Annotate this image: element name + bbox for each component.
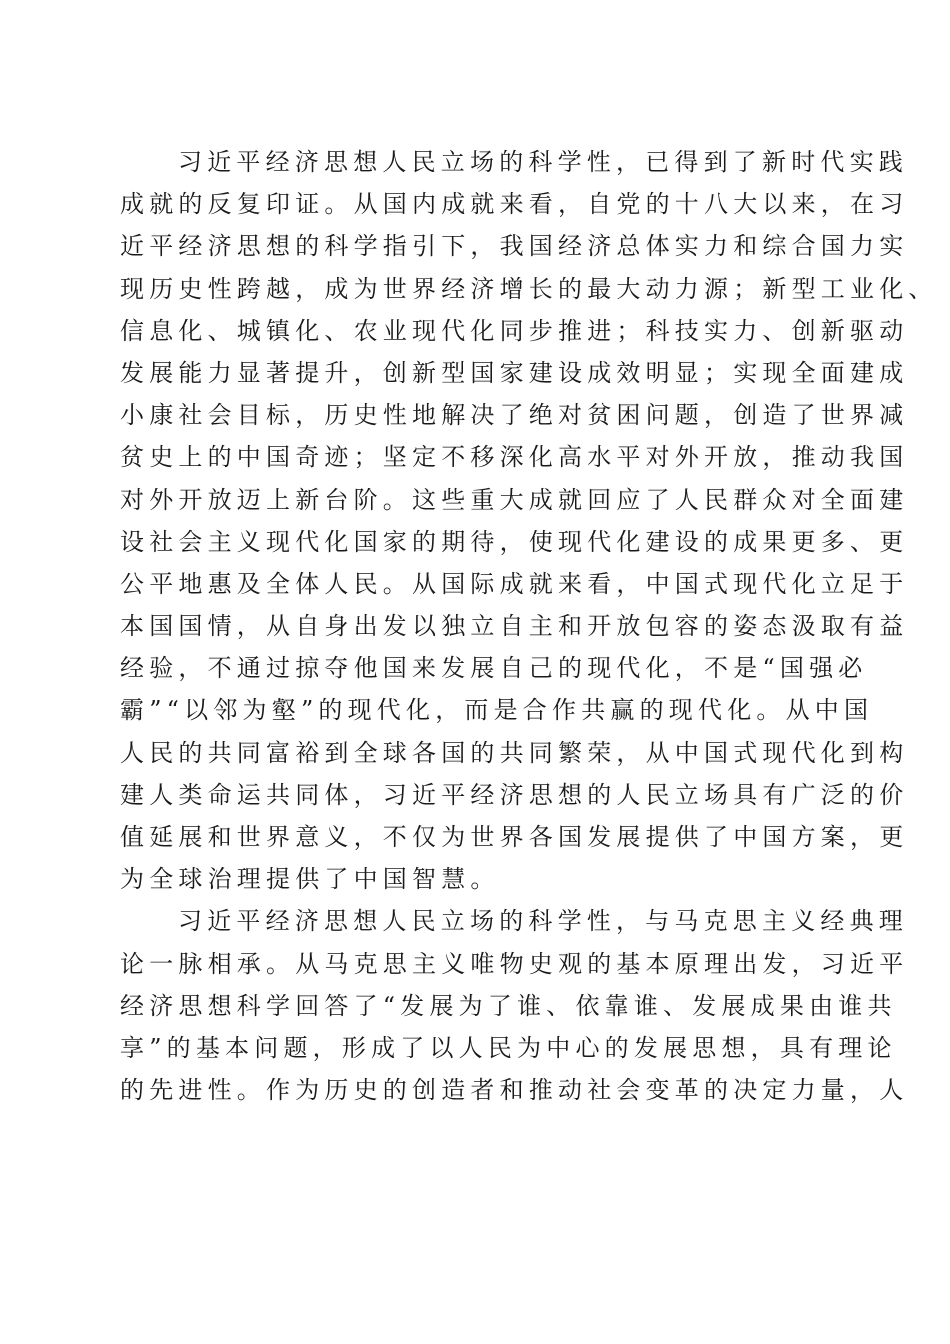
text-line: 信息化、城镇化、农业现代化同步推进；科技实力、创新驱动 xyxy=(120,316,909,345)
text-line: 人民的共同富裕到全球各国的共同繁荣，从中国式现代化到构 xyxy=(120,738,909,767)
text-line: 成就的反复印证。从国内成就来看，自党的十八大以来，在习 xyxy=(120,190,909,219)
body-text xyxy=(120,141,938,1111)
text-line: 近平经济思想的科学指引下，我国经济总体实力和综合国力实 xyxy=(120,232,909,261)
paragraph-1 xyxy=(120,141,938,900)
text-line: 对外开放迈上新台阶。这些重大成就回应了人民群众对全面建 xyxy=(120,485,909,514)
paragraph-2 xyxy=(120,900,909,1111)
text-line: 贫史上的中国奇迹；坚定不移深化高水平对外开放，推动我国 xyxy=(120,443,909,472)
text-line: 建人类命运共同体，习近平经济思想的人民立场具有广泛的价 xyxy=(120,780,909,809)
text-line: 习近平经济思想人民立场的科学性，已得到了新时代实践 xyxy=(178,148,908,176)
text-line: 为全球治理提供了中国智慧。 xyxy=(120,865,500,894)
text-line: 值延展和世界意义，不仅为世界各国发展提供了中国方案，更 xyxy=(120,823,909,851)
text-line: 经验，不通过掠夺他国来发展自己的现代化，不是“国强必 xyxy=(120,654,868,683)
text-line: 霸”“以邻为壑”的现代化，而是合作共赢的现代化。从中国 xyxy=(120,696,874,725)
text-line: 发展能力显著提升，创新型国家建设成效明显；实现全面建成 xyxy=(120,358,909,387)
text-line: 本国国情，从自身出发以独立自主和开放包容的姿态汲取有益 xyxy=(120,612,909,641)
text-line: 的先进性。作为历史的创造者和推动社会变革的决定力量，人 xyxy=(120,1076,909,1105)
text-line: 习近平经济思想人民立场的科学性，与马克思主义经典理 xyxy=(178,907,908,936)
text-line: 设社会主义现代化国家的期待，使现代化建设的成果更多、更 xyxy=(120,527,909,556)
text-line: 享”的基本问题，形成了以人民为中心的发展思想，具有理论 xyxy=(120,1033,897,1062)
text-line: 公平地惠及全体人民。从国际成就来看，中国式现代化立足于 xyxy=(120,569,909,598)
text-line: 论一脉相承。从马克思主义唯物史观的基本原理出发，习近平 xyxy=(120,949,909,978)
text-line: 现历史性跨越，成为世界经济增长的最大动力源；新型工业化、 xyxy=(120,274,938,303)
text-line: 小康社会目标，历史性地解决了绝对贫困问题，创造了世界减 xyxy=(120,401,909,430)
text-line: 经济思想科学回答了“发展为了谁、依靠谁、发展成果由谁共 xyxy=(120,991,897,1020)
